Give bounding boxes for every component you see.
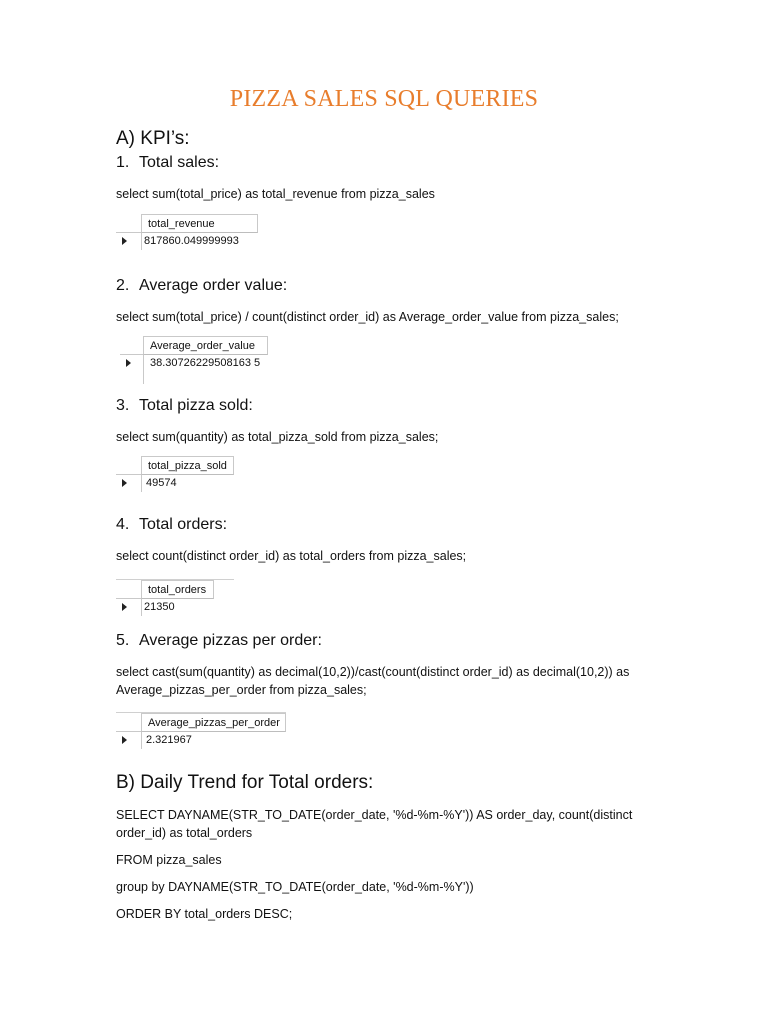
kpi-1-number: 1. <box>116 154 130 171</box>
row-pointer-icon <box>122 736 127 744</box>
kpi-4-result-grid <box>116 580 214 616</box>
row-pointer-icon <box>122 479 127 487</box>
kpi-5-heading <box>116 632 322 650</box>
daily-query-line-2: order_id) as total_orders <box>116 826 253 840</box>
kpi-4-number: 4. <box>116 516 130 533</box>
grid-row-selector <box>116 732 142 749</box>
grid-row-selector <box>116 599 142 616</box>
grid-column-header: Average_order_value <box>143 336 268 355</box>
daily-query-line-5: ORDER BY total_orders DESC; <box>116 907 293 921</box>
row-pointer-icon <box>122 237 127 245</box>
section-a-heading: A) KPI’s: <box>116 128 190 149</box>
kpi-4-label: Total orders: <box>139 516 228 533</box>
kpi-3-query: select sum(quantity) as total_pizza_sold from pizza_sales; <box>116 430 439 444</box>
page-title: PIZZA SALES SQL QUERIES <box>229 86 539 112</box>
grid-corner <box>116 580 142 599</box>
grid-row-selector <box>120 355 144 384</box>
grid-row-selector <box>116 475 142 492</box>
kpi-2-result-grid <box>120 336 268 384</box>
kpi-4-heading <box>116 516 227 534</box>
kpi-2-label: Average order value: <box>139 277 288 294</box>
kpi-4-query: select count(distinct order_id) as total_orders from pizza_sales; <box>116 549 467 563</box>
kpi-2-heading <box>116 277 287 295</box>
kpi-5-query-line-1: select cast(sum(quantity) as decimal(10,2))/cast(count(distinct order_id) as decimal(10,2)) as <box>116 665 630 679</box>
kpi-3-heading <box>116 397 253 415</box>
kpi-5-label: Average pizzas per order: <box>139 632 322 649</box>
grid-row-selector <box>116 233 142 250</box>
kpi-5-query-line-2: Average_pizzas_per_order from pizza_sales; <box>116 683 367 697</box>
kpi-3-number: 3. <box>116 397 130 414</box>
kpi-2-query: select sum(total_price) / count(distinct order_id) as Average_order_value from pizza_sales; <box>116 310 619 324</box>
grid-cell-value: 38.30726229508163 5 <box>150 357 261 369</box>
grid-cell-value: 49574 <box>146 477 177 489</box>
row-pointer-icon <box>126 359 131 367</box>
kpi-2-number: 2. <box>116 277 130 294</box>
kpi-5-number: 5. <box>116 632 130 649</box>
kpi-5-result-grid <box>116 713 286 749</box>
grid-corner <box>116 214 142 233</box>
grid-corner <box>120 336 144 355</box>
grid-cell-value: 2.321967 <box>146 734 192 746</box>
grid-cell-value: 817860.049999993 <box>144 235 239 247</box>
kpi-1-result-grid <box>116 214 258 250</box>
kpi-1-query: select sum(total_price) as total_revenue from pizza_sales <box>116 187 435 201</box>
section-b-heading: B) Daily Trend for Total orders: <box>116 772 374 793</box>
daily-query-line-4: group by DAYNAME(STR_TO_DATE(order_date, '%d-%m-%Y')) <box>116 880 474 894</box>
grid-cell-value: 21350 <box>144 601 175 613</box>
daily-query-line-3: FROM pizza_sales <box>116 853 222 867</box>
kpi-3-label: Total pizza sold: <box>139 397 253 414</box>
grid-column-header: total_revenue <box>141 214 258 233</box>
kpi-3-result-grid <box>116 456 234 492</box>
kpi-1-label: Total sales: <box>139 154 220 171</box>
grid-column-header: Average_pizzas_per_order <box>141 713 286 732</box>
grid-corner <box>116 456 142 475</box>
grid-column-header: total_pizza_sold <box>141 456 234 475</box>
kpi-1-heading <box>116 154 219 172</box>
daily-query-line-1: SELECT DAYNAME(STR_TO_DATE(order_date, '%d-%m-%Y')) AS order_day, count(distinct <box>116 808 633 822</box>
row-pointer-icon <box>122 603 127 611</box>
grid-corner <box>116 713 142 732</box>
grid-column-header: total_orders <box>141 580 214 599</box>
